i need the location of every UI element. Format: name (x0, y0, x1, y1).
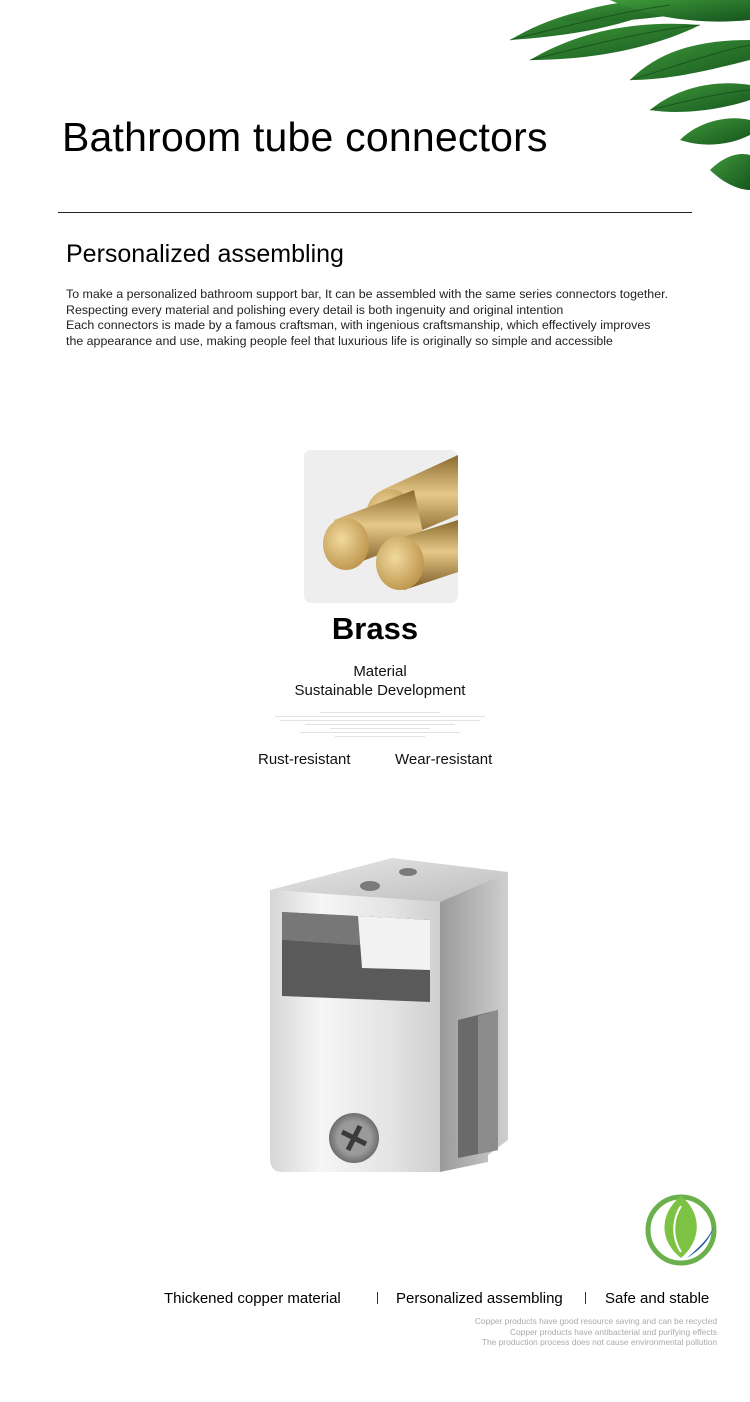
brass-rods-image (304, 450, 458, 603)
palm-leaf-decoration (500, 0, 750, 195)
feature-separator (377, 1292, 378, 1304)
material-line: Sustainable Development (294, 682, 466, 699)
note-line: The production process does not cause environmental pollution (481, 1337, 717, 1347)
intro-line: Respecting every material and polishing every detail is both ingenuity and original intention (66, 302, 564, 317)
feature-thickened-copper: Thickened copper material (164, 1290, 341, 1307)
material-description (0, 662, 750, 700)
material-name: Brass (331, 611, 419, 646)
section-heading: Personalized assembling (66, 240, 344, 268)
intro-paragraph (66, 287, 706, 349)
note-line: Copper products have good resource saving and can be recycled (474, 1316, 717, 1326)
feature-wear-resistant: Wear-resistant (395, 751, 493, 768)
note-line: Copper products have antibacterial and purifying effects (509, 1326, 717, 1337)
feature-rust-resistant: Rust-resistant (258, 751, 351, 768)
faint-text-block (270, 712, 490, 740)
feature-safe-stable: Safe and stable (605, 1290, 710, 1307)
intro-line: the appearance and use, making people feel that luxurious life is originally so simple and accessible (66, 333, 613, 348)
feature-separator (585, 1292, 586, 1304)
material-line: Material (353, 663, 407, 680)
eco-leaf-icon (642, 1188, 720, 1268)
copper-notes (475, 1316, 717, 1348)
divider (58, 212, 692, 213)
page-title: Bathroom tube connectors (62, 114, 548, 160)
tube-connector-image (262, 850, 514, 1180)
intro-line: To make a personalized bathroom support bar, It can be assembled with the same series connectors together. (66, 287, 668, 301)
intro-line: Each connectors is made by a famous craftsman, with ingenious craftsmanship, which effectively improves (66, 318, 651, 332)
feature-personalized-assembling: Personalized assembling (396, 1290, 563, 1307)
